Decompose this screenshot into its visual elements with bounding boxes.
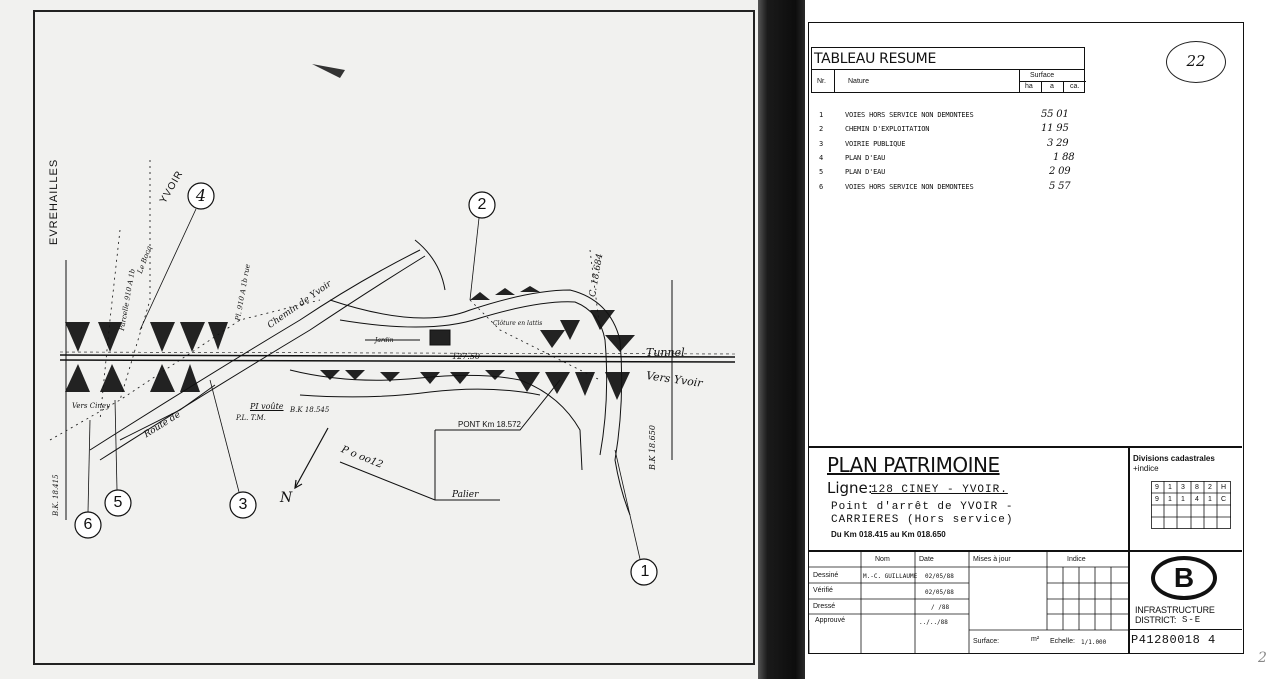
- logo-line-2: DISTRICT:: [1135, 615, 1177, 625]
- title-block-top-rule: [809, 446, 1242, 448]
- label-vers-yvoir: Vers Yvoir: [645, 369, 704, 390]
- label-bk-right: B.K 18.650: [648, 425, 657, 470]
- div-cell: C: [1221, 496, 1227, 503]
- sig-date: / /88: [931, 604, 950, 611]
- label-pente: P o oo12: [339, 444, 385, 471]
- callout-2: 2: [477, 196, 487, 213]
- surface-label: Surface:: [973, 638, 1000, 645]
- sig-nom: M.-C. GUILLAUME: [863, 573, 918, 580]
- label-bocq: Le Bocq: [136, 244, 154, 275]
- row-surface: 11 95: [1041, 123, 1069, 134]
- corner-mark: 2: [1258, 650, 1267, 666]
- col-indice: Indice: [1067, 556, 1086, 563]
- callout-4: 4: [195, 186, 207, 205]
- label-pont: PONT Km 18.572: [458, 420, 521, 429]
- sig-date: 02/05/88: [925, 573, 954, 580]
- plan-title: PLAN PATRIMOINE: [827, 453, 1000, 477]
- label-bk-18545: B.K 18.545: [290, 406, 330, 414]
- row-nature: PLAN D'EAU: [845, 168, 886, 176]
- sig-label: Dessiné: [813, 572, 839, 579]
- label-cloture: Clôture en lattis: [493, 320, 543, 327]
- row-nr: 4: [819, 154, 824, 162]
- div-cell: 9: [1155, 496, 1159, 503]
- col-ca: ca.: [1070, 83, 1080, 90]
- col-nom: Nom: [875, 556, 890, 563]
- plan-reference: P41280018 4: [1131, 633, 1216, 647]
- div-cell: 3: [1181, 484, 1185, 491]
- row-nr: 1: [819, 111, 824, 119]
- tableau-title-box: [811, 47, 1085, 70]
- col-date: Date: [919, 556, 934, 563]
- echelle-value: 1/1.000: [1081, 639, 1107, 646]
- row-nature: VOIES HORS SERVICE NON DEMONTEES: [845, 183, 974, 191]
- row-nature: VOIES HORS SERVICE NON DEMONTEES: [845, 111, 974, 119]
- label-vers-ciney: Vers Ciney: [72, 402, 110, 410]
- logo-line-1: INFRASTRUCTURE: [1135, 605, 1215, 615]
- label-bk-top: C. 18.684: [588, 252, 606, 298]
- label-jardin: Jardin: [375, 337, 394, 344]
- row-nature: PLAN D'EAU: [845, 154, 886, 162]
- div-cell: 1: [1168, 484, 1172, 491]
- label-parcelle2: Pl. 910 A 1b rue: [234, 263, 252, 322]
- label-chemin: Chemin de Yvoir: [265, 279, 334, 331]
- title-sheet: [808, 22, 1244, 654]
- sig-label: Vérifié: [813, 587, 833, 594]
- sig-date: 02/05/88: [925, 589, 954, 596]
- sheet-number: 22: [1186, 52, 1206, 70]
- label-yvoir: YVOIR: [158, 168, 186, 206]
- plan-description-1: Point d'arrêt de YVOIR -: [831, 501, 1014, 513]
- label-palier: Palier: [452, 490, 479, 500]
- label-pi-voute: PI voûte: [250, 402, 284, 411]
- ligne-label: Ligne:: [827, 479, 873, 497]
- callout-5: 5: [113, 494, 123, 511]
- col-ha: ha: [1025, 83, 1033, 90]
- row-nr: 2: [819, 125, 824, 133]
- div-cell: 2: [1208, 484, 1212, 491]
- divisions-title: Divisions cadastrales: [1133, 454, 1215, 463]
- callout-3: 3: [238, 496, 248, 513]
- divisions-subtitle: +indice: [1133, 464, 1159, 473]
- binding-spine: [758, 0, 805, 679]
- label-parcelle1: Parcelle 910 A 1b: [118, 268, 137, 332]
- label-route: Route de: [142, 409, 183, 441]
- sncb-logo-letter: B: [1173, 562, 1195, 593]
- row-surface: 3 29: [1047, 138, 1069, 149]
- label-north: N: [280, 490, 293, 506]
- sig-date: ../../88: [919, 619, 948, 626]
- plan-description-2: CARRIERES (Hors service): [831, 514, 1014, 526]
- callout-1: 1: [640, 563, 650, 580]
- surface-unit: m²: [1031, 636, 1040, 643]
- sig-label: Approuvé: [815, 617, 845, 624]
- label-bk-left: B.K. 18.415: [52, 474, 60, 516]
- sig-label: Dressé: [813, 603, 836, 610]
- div-cell: 4: [1195, 496, 1199, 503]
- row-surface: 1 88: [1053, 152, 1075, 163]
- row-nr: 6: [819, 183, 824, 191]
- div-cell: 8: [1195, 484, 1199, 491]
- row-surface: 2 09: [1049, 166, 1071, 177]
- row-surface: 55 01: [1041, 109, 1069, 120]
- div-cell: 9: [1155, 484, 1159, 491]
- col-mises: Mises à jour: [973, 556, 1011, 563]
- callout-6: 6: [83, 516, 93, 533]
- div-cell: 1: [1181, 496, 1185, 503]
- row-nature: VOIRIE PUBLIQUE: [845, 140, 906, 148]
- label-plpm: P.L. T.M.: [236, 414, 266, 422]
- tableau-header: [811, 69, 1085, 93]
- row-nr: 5: [819, 168, 824, 176]
- col-a: a: [1050, 83, 1054, 90]
- ligne-value: 128 CINEY - YVOIR.: [871, 484, 1008, 496]
- sncb-logo-icon: [1151, 556, 1217, 600]
- div-cell: H: [1221, 484, 1227, 491]
- div-cell: 1: [1168, 496, 1172, 503]
- ref-rule: [1128, 629, 1242, 630]
- tableau-title: TABLEAU RESUME: [814, 51, 936, 67]
- row-nr: 3: [819, 140, 824, 148]
- label-km127: 127.50: [452, 352, 480, 361]
- plan-range: Du Km 018.415 au Km 018.650: [831, 530, 946, 539]
- row-nature: CHEMIN D'EXPLOITATION: [845, 125, 930, 133]
- label-tunnel: Tunnel: [646, 346, 685, 359]
- row-surface: 5 57: [1049, 181, 1071, 192]
- col-nature: Nature: [848, 78, 870, 85]
- div-cell: 1: [1208, 496, 1212, 503]
- col-nr: Nr.: [817, 78, 826, 85]
- sheet-number-oval: [1166, 41, 1226, 83]
- label-evrehailles: EVREHAILLES: [48, 158, 60, 245]
- logo-district: S-E: [1182, 615, 1202, 625]
- divisions-grid: [1151, 481, 1231, 529]
- col-surface: Surface: [1030, 72, 1055, 79]
- echelle-label: Echelle:: [1050, 638, 1075, 645]
